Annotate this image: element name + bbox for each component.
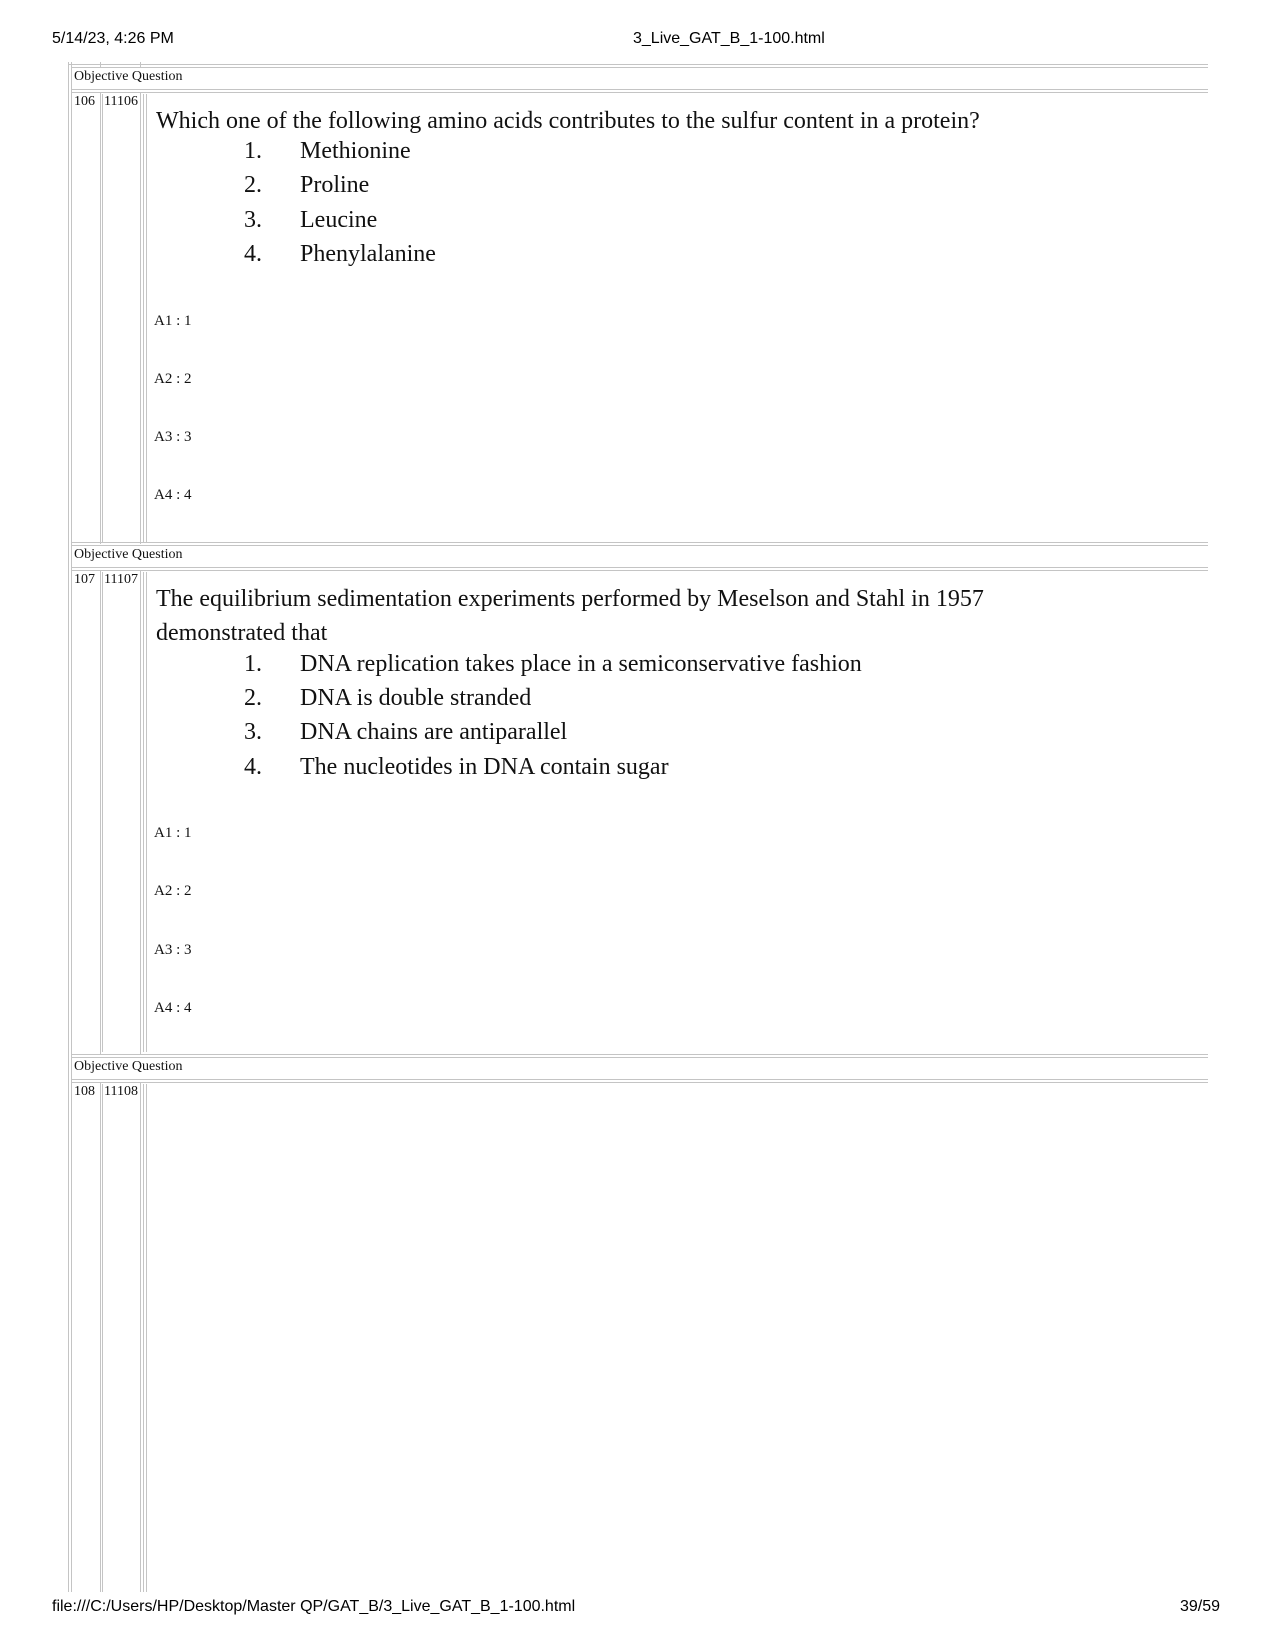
- option-text: DNA replication takes place in a semiconservative fashion: [300, 651, 862, 677]
- row-border: [71, 92, 1208, 93]
- page-number: 39/59: [1180, 1598, 1221, 1615]
- option-number: 1.: [244, 138, 262, 164]
- print-title: 3_Live_GAT_B_1-100.html: [633, 30, 825, 47]
- option-text: DNA is double stranded: [300, 685, 532, 711]
- cell-border: [100, 92, 101, 544]
- option-text: DNA chains are antiparallel: [300, 719, 568, 745]
- cell-border: [143, 1084, 144, 1592]
- cell-border: [140, 1082, 141, 1592]
- cell-border: [102, 94, 103, 542]
- table-top-border: [68, 64, 1208, 65]
- row-border: [71, 570, 1208, 571]
- question-id: 11108: [104, 1084, 138, 1099]
- question-type-label: Objective Question: [74, 547, 183, 562]
- answer-key: A2 : 2: [154, 371, 192, 387]
- print-url: file:///C:/Users/HP/Desktop/Master QP/GAT_B/3_Live_GAT_B_1-100.html: [52, 1598, 576, 1615]
- cell-border: [146, 94, 147, 542]
- question-number: 107: [74, 572, 95, 587]
- cell-border: [140, 570, 141, 1054]
- answer-key: A3 : 3: [154, 942, 192, 958]
- answer-key: A1 : 1: [154, 825, 192, 841]
- cell-border: [143, 572, 144, 1052]
- option-number: 3.: [244, 207, 262, 233]
- question-stem: Which one of the following amino acids contributes to the sulfur content in a protein?: [156, 108, 980, 134]
- option-text: Proline: [300, 172, 370, 198]
- option-text: Methionine: [300, 138, 411, 164]
- cell-border: [146, 1084, 147, 1592]
- row-border: [71, 89, 1208, 90]
- answer-key: A2 : 2: [154, 883, 192, 899]
- cell-border: [100, 1082, 101, 1592]
- cell-border: [100, 570, 101, 1054]
- answer-key: A3 : 3: [154, 429, 192, 445]
- table-border-left-inner: [71, 62, 72, 1592]
- question-number: 106: [74, 94, 95, 109]
- option-number: 1.: [244, 651, 262, 677]
- option-number: 4.: [244, 754, 262, 780]
- question-id: 11107: [104, 572, 138, 587]
- table-border-left-outer: [68, 62, 69, 1592]
- cell-border: [102, 1084, 103, 1592]
- row-border: [71, 1057, 1208, 1058]
- option-text: Phenylalanine: [300, 241, 436, 267]
- cell-border: [140, 92, 141, 544]
- row-border: [71, 567, 1208, 568]
- cell-border: [146, 572, 147, 1052]
- option-number: 2.: [244, 172, 262, 198]
- question-stem: The equilibrium sedimentation experiments performed by Meselson and Stahl in 1957 demonstrated that: [156, 586, 984, 646]
- question-type-label: Objective Question: [74, 1059, 183, 1074]
- cell-border: [143, 94, 144, 542]
- cell-border: [102, 572, 103, 1052]
- row-border: [71, 542, 1208, 543]
- answer-key: A4 : 4: [154, 487, 192, 503]
- option-text: Leucine: [300, 207, 378, 233]
- answer-key: A4 : 4: [154, 1000, 192, 1016]
- print-date: 5/14/23, 4:26 PM: [52, 30, 174, 47]
- row-border: [71, 1082, 1208, 1083]
- option-number: 3.: [244, 719, 262, 745]
- row-border: [71, 545, 1208, 546]
- question-type-label: Objective Question: [74, 69, 183, 84]
- row-border: [71, 67, 1208, 68]
- answer-key: A1 : 1: [154, 313, 192, 329]
- option-text: The nucleotides in DNA contain sugar: [300, 754, 669, 780]
- question-id: 11106: [104, 94, 138, 109]
- option-number: 2.: [244, 685, 262, 711]
- row-border: [71, 1079, 1208, 1080]
- row-border: [71, 1054, 1208, 1055]
- question-number: 108: [74, 1084, 95, 1099]
- option-number: 4.: [244, 241, 262, 267]
